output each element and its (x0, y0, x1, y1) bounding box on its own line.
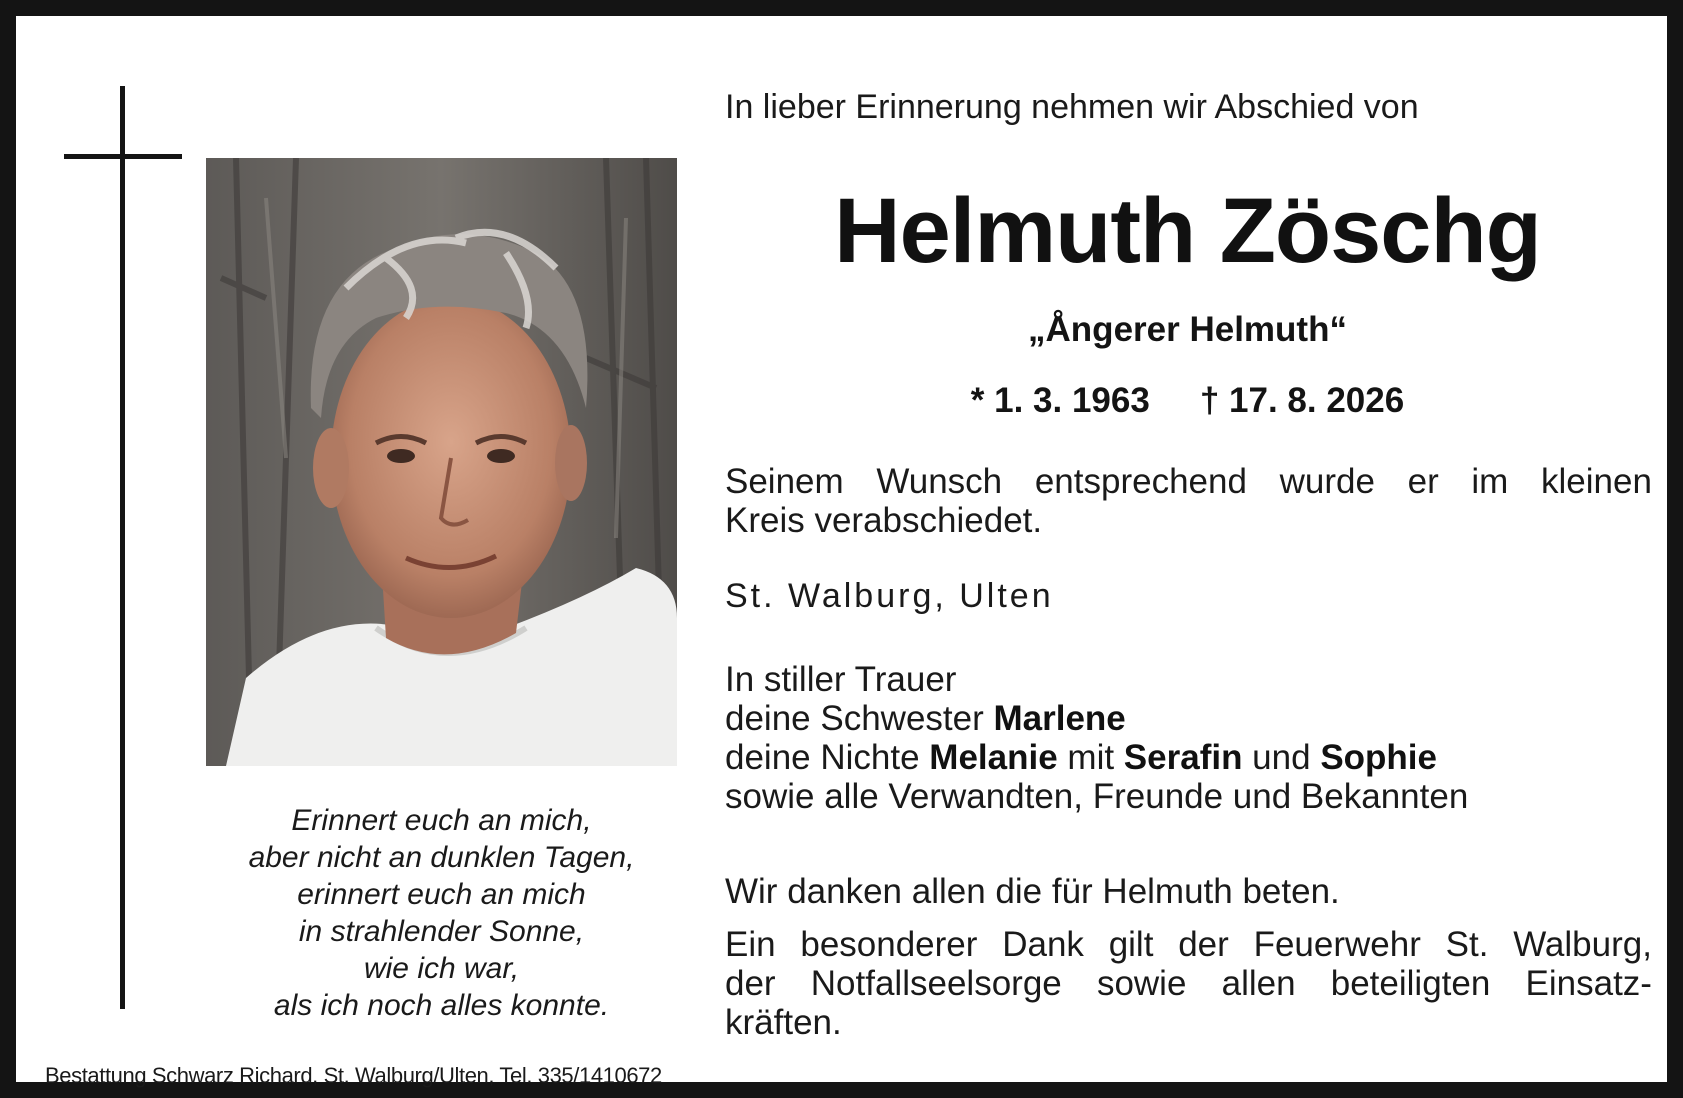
memorial-poem (206, 802, 677, 1024)
cross-icon-bar (64, 154, 182, 159)
deceased-nickname: „Ångerer Helmuth“ (1028, 310, 1347, 349)
word: Notfallseelsorge (810, 964, 1062, 1003)
thanks-line: Wir danken allen die für Helmuth beten. (725, 872, 1340, 911)
word: beteiligten (1330, 964, 1491, 1003)
mourner-name: Serafin (1123, 738, 1243, 777)
word: besonderer (800, 925, 978, 964)
poem-line: erinnert euch an mich (297, 878, 586, 911)
word: Einsatz- (1525, 964, 1652, 1003)
wish-line (725, 462, 1652, 501)
connector-text: und (1242, 738, 1321, 777)
mourner-name: Marlene (993, 699, 1126, 738)
word: der (1178, 925, 1229, 964)
cross-icon (120, 86, 125, 1009)
connector-text: mit (1057, 738, 1124, 777)
word: der (725, 964, 776, 1003)
word: allen (1221, 964, 1296, 1003)
poem-line: aber nicht an dunklen Tagen, (248, 841, 635, 874)
word: Ein (725, 925, 776, 964)
poem-line: als ich noch alles konnte. (273, 989, 610, 1022)
place-name: St. Walburg, Ulten (725, 577, 1054, 615)
word: sowie (1096, 964, 1187, 1003)
wish-paragraph (725, 462, 1652, 540)
word: gilt (1108, 925, 1154, 964)
mourners-list (725, 660, 1468, 816)
word: Walburg, (1513, 925, 1652, 964)
life-dates (725, 381, 1650, 421)
poem-line: wie ich war, (363, 952, 520, 985)
mourner-name: Sophie (1320, 738, 1437, 777)
thanks-line (725, 925, 1652, 964)
deceased-name: Helmuth Zöschg (834, 180, 1541, 282)
word: er (1407, 462, 1439, 501)
mourner-line: sowie alle Verwandten, Freunde und Bekannten (725, 777, 1469, 816)
thanks-line: kräften. (725, 1003, 842, 1042)
death-date: † 17. 8. 2026 (1199, 381, 1405, 420)
mourner-name: Melanie (929, 738, 1058, 777)
portrait-photo (206, 158, 677, 766)
mourner-line (725, 738, 1468, 777)
word: Wunsch (876, 462, 1003, 501)
relation-label: deine Nichte (725, 738, 930, 777)
special-thanks (725, 925, 1652, 1042)
wish-line: Kreis verabschiedet. (725, 501, 1043, 540)
word: kleinen (1541, 462, 1652, 501)
birth-date: * 1. 3. 1963 (970, 381, 1150, 420)
mourning-heading: In stiller Trauer (725, 660, 957, 699)
word: St. (1445, 925, 1489, 964)
mourner-line (725, 699, 1468, 738)
word: Seinem (725, 462, 844, 501)
word: wurde (1279, 462, 1375, 501)
intro-text: In lieber Erinnerung nehmen wir Abschied von (725, 88, 1419, 126)
relation-label: deine Schwester (725, 699, 994, 738)
poem-line: in strahlender Sonne, (298, 915, 585, 948)
funeral-home-footer: Bestattung Schwarz Richard, St. Walburg/Ulten, Tel. 335/1410672 (45, 1063, 662, 1088)
thanks-line (725, 964, 1652, 1003)
word: Feuerwehr (1253, 925, 1421, 964)
word: Dank (1002, 925, 1084, 964)
poem-line: Erinnert euch an mich, (291, 804, 592, 837)
word: im (1471, 462, 1509, 501)
word: entsprechend (1034, 462, 1247, 501)
